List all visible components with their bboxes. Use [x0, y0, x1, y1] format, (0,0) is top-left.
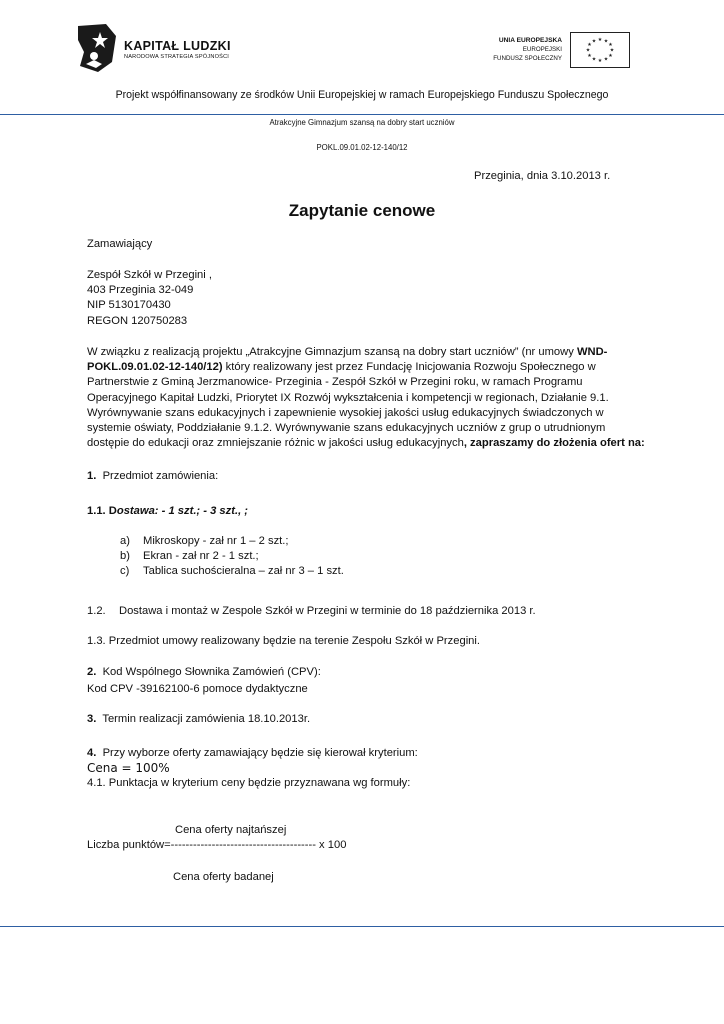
svg-text:★: ★ — [609, 47, 615, 54]
section-2 — [87, 665, 321, 697]
svg-text:★: ★ — [587, 42, 592, 48]
delivery-quantities: ostawa: - 1 szt.; - 3 szt., ; — [116, 505, 249, 517]
eu-logo — [470, 32, 630, 72]
project-code: POKL.09.01.02-12-140/12 — [316, 143, 408, 152]
svg-text:★: ★ — [587, 53, 592, 59]
section-1-heading — [87, 469, 218, 484]
intro-text: Operacyjnego Kapitał Ludzki, Priorytet IX Rozwój wykształcenia i kompetencji w regionach, Działanie 9.1. — [87, 391, 609, 404]
svg-text:★: ★ — [608, 42, 613, 48]
formula-numerator: Cena oferty najtańszej — [175, 824, 287, 836]
list-text: Ekran - zał nr 2 - 1 szt.; — [143, 550, 259, 563]
project-name: Atrakcyjne Gimnazjum szansą na dobry start uczniów — [269, 118, 455, 127]
list-marker: b) — [120, 550, 130, 563]
section-text: Dostawa i montaż w Zespole Szkół w Przegini w terminie do 18 października 2013 r. — [119, 605, 536, 617]
svg-text:★: ★ — [603, 56, 609, 63]
section-number: 1.1. D — [87, 505, 117, 517]
section-1-1 — [87, 504, 248, 519]
list-text: Mikroskopy - zał nr 1 – 2 szt.; — [143, 535, 289, 547]
section-number: 4. — [87, 747, 97, 759]
intro-text: który realizowany jest przez Fundację Inicjowania Rozwoju Społecznego w — [222, 361, 596, 374]
svg-text:★: ★ — [591, 38, 597, 45]
document-title: Zapytanie cenowe — [288, 201, 436, 220]
svg-text:★: ★ — [597, 58, 603, 64]
kapital-ludzki-emblem-icon — [76, 22, 122, 74]
section-number: 3. — [87, 713, 97, 725]
eu-line-3: FUNDUSZ SPOŁECZNY — [493, 55, 562, 62]
criterion: Cena = 100% — [87, 761, 170, 776]
svg-text:★: ★ — [597, 37, 603, 43]
kapital-ludzki-subtitle: NARODOWA STRATEGIA SPÓJNOŚCI — [124, 54, 230, 60]
contract-number: WND- — [576, 346, 608, 358]
buyer-line: Zespół Szkół w Przegini , — [87, 269, 212, 281]
section-text: Kod Wspólnego Słownika Zamówień (CPV): — [102, 666, 321, 678]
kapital-ludzki-logo — [76, 22, 246, 74]
eu-text — [493, 36, 562, 63]
svg-text:★: ★ — [585, 47, 591, 54]
section-number: 1.2. — [87, 605, 106, 617]
intro-text: Partnerstwie z Gminą Jerzmanowice- Przeginia - Zespół Szkół w Przegini roku, w ramach Programu — [87, 376, 583, 389]
buyer-line: 403 Przeginia 32-049 — [87, 284, 194, 297]
intro-text: Wyrównywanie szans edukacyjnych i zapewnienie wysokiej jakości usług edukacyjnych świadczonych w — [87, 406, 604, 419]
section-4 — [87, 746, 418, 792]
section-text: Przy wyborze oferty zamawiający będzie się kierował kryterium: — [102, 747, 418, 759]
list-text: Tablica suchościeralna – zał nr 3 – 1 szt. — [143, 565, 344, 578]
intro-text: W związku z realizacją projektu „Atrakcyjne Gimnazjum szansą na dobry start uczniów” (nr umowy — [87, 346, 577, 358]
place-date: Przeginia, dnia 3.10.2013 r. — [474, 170, 611, 182]
section-number: 2. — [87, 666, 97, 678]
eu-line-2: EUROPEJSKI — [522, 46, 562, 53]
buyer-label: Zamawiający — [87, 238, 153, 250]
cpv-code: Kod CPV -39162100-6 pomoce dydaktyczne — [87, 683, 308, 696]
intro-text: dostępie do edukacji oraz zmniejszanie różnic w jakości usług edukacyjnych — [87, 437, 464, 450]
buyer-address — [87, 268, 212, 329]
footer-divider — [0, 926, 724, 927]
intro-paragraph — [87, 345, 645, 451]
buyer-line: NIP 5130170430 — [87, 299, 171, 312]
invitation-text: , zapraszamy do złożenia ofert na: — [463, 437, 645, 450]
cofinancing-note: Projekt współfinansowany ze środków Unii Europejskiej w ramach Europejskiego Funduszu Społecznego — [115, 89, 609, 101]
list-marker: c) — [120, 565, 130, 578]
list-marker: a) — [120, 535, 130, 547]
header-divider — [0, 114, 724, 115]
svg-text:★: ★ — [603, 38, 609, 45]
svg-text:★: ★ — [591, 56, 597, 63]
formula-line: Liczba punktów=--------------------------------------- x 100 — [87, 839, 347, 851]
section-3 — [87, 712, 310, 727]
section-text: Termin realizacji zamówienia 18.10.2013r. — [102, 713, 311, 725]
intro-text: systemie oświaty, Poddziałanie 9.1.2. Wyrównywanie szans edukacyjnych uczniów z grup o utrudnionym — [87, 422, 606, 435]
svg-text:★: ★ — [608, 53, 613, 59]
buyer-line: REGON 120750283 — [87, 314, 188, 327]
section-text: Przedmiot zamówienia: — [102, 470, 219, 482]
section-number: 1. — [87, 470, 97, 482]
contract-number-cont: POKL.09.01.02-12-140/12) — [87, 361, 223, 374]
section-1-2 — [87, 604, 536, 619]
section-4-1: 4.1. Punktacja w kryterium ceny będzie przyznawana wg formuły: — [87, 777, 411, 790]
eu-flag-icon — [570, 32, 630, 68]
section-1-3: 1.3. Przedmiot umowy realizowany będzie na terenie Zespołu Szkół w Przegini. — [87, 635, 480, 647]
formula-denominator: Cena oferty badanej — [173, 871, 274, 883]
eu-line-1: UNIA EUROPEJSKA — [498, 37, 562, 44]
kapital-ludzki-title: KAPITAŁ LUDZKI — [124, 39, 231, 53]
